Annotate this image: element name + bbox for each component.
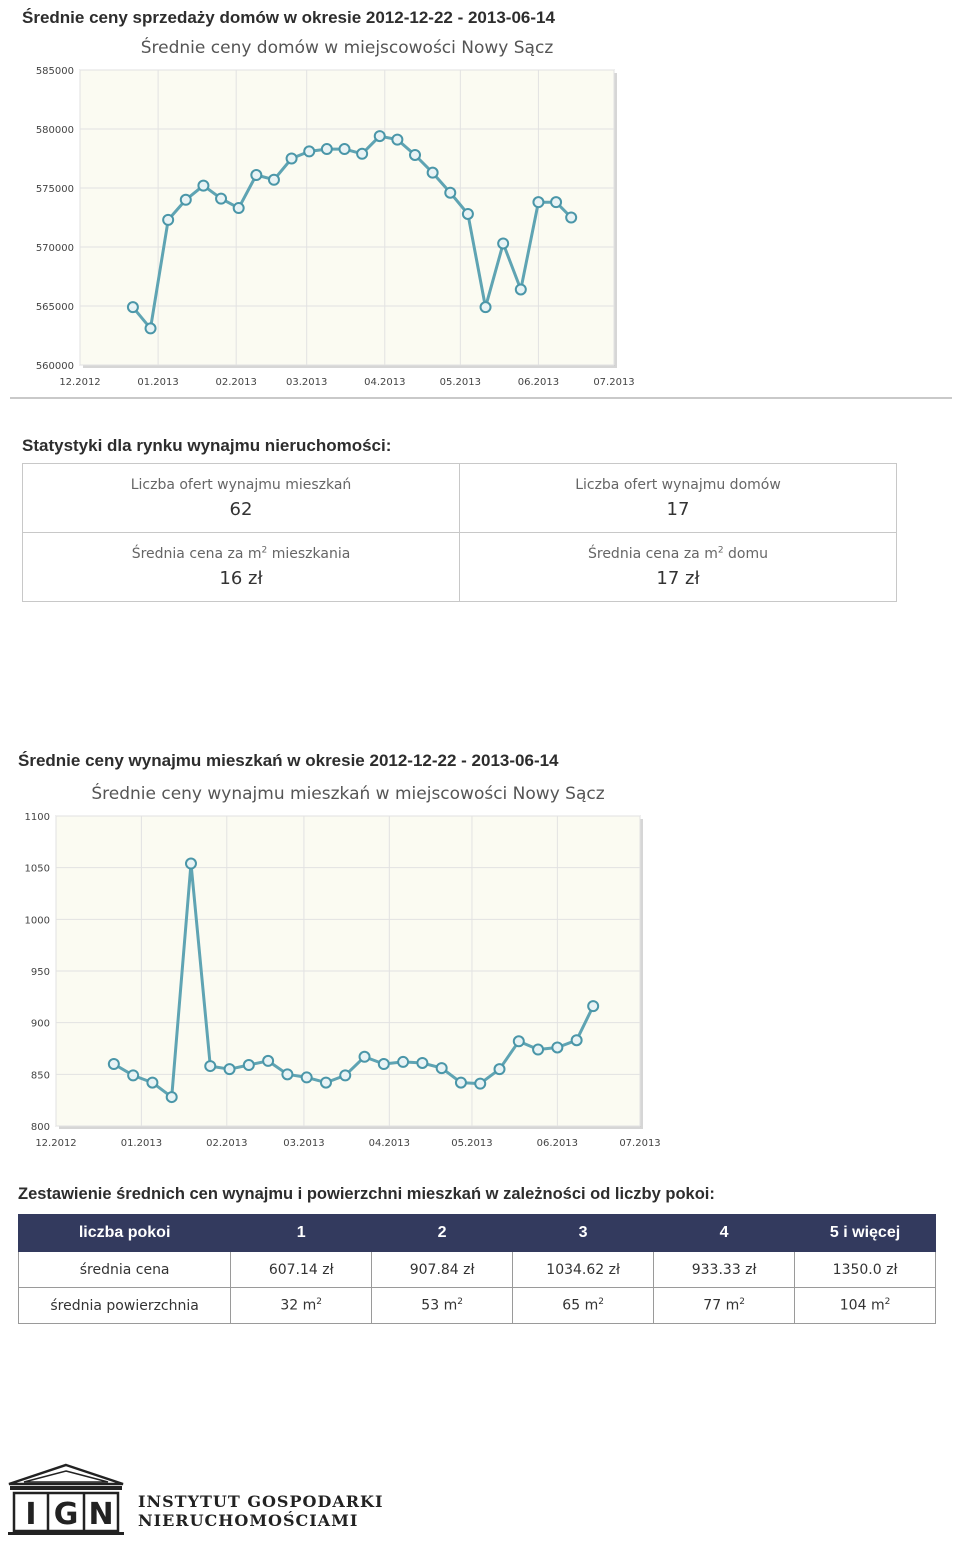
header-cell: 3	[513, 1215, 654, 1252]
logo-text	[138, 1492, 383, 1530]
sales-data-point	[481, 302, 491, 312]
sales-data-point	[463, 209, 473, 219]
sales-data-point	[339, 144, 349, 154]
row-label: średnia powierzchnia	[19, 1288, 231, 1324]
sales-data-point	[445, 188, 455, 198]
stat-apartment-offers	[23, 464, 460, 533]
ign-logo-emblem	[4, 1462, 128, 1536]
price-cell: 1350.0 zł	[795, 1252, 936, 1288]
sales-data-point	[198, 181, 208, 191]
header-cell: liczba pokoi	[19, 1215, 231, 1252]
rent-chart-title: Średnie ceny wynajmu mieszkań w miejscowości Nowy Sącz	[91, 784, 605, 804]
rent-data-point	[360, 1052, 370, 1062]
rent-y-tick-label: 800	[30, 1122, 50, 1133]
rent-x-tick-label: 07.2013	[619, 1138, 661, 1149]
stats-section-title: Statystyki dla rynku wynajmu nieruchomości:	[22, 436, 392, 455]
rent-data-point	[186, 859, 196, 869]
rent-y-tick-label: 1050	[24, 863, 50, 875]
stat-value: 17 zł	[656, 567, 700, 589]
sales-data-point	[516, 284, 526, 294]
sales-data-point	[216, 194, 226, 204]
rent-data-point	[282, 1069, 292, 1079]
logo-letter: I	[25, 1497, 37, 1532]
rent-data-point	[533, 1045, 543, 1055]
rent-data-point	[263, 1056, 273, 1066]
sales-x-tick-label: 03.2013	[286, 377, 328, 388]
sales-y-tick-label: 575000	[35, 184, 74, 195]
rent-x-tick-label: 06.2013	[536, 1138, 579, 1149]
stat-label: Średnia cena za $m^2$ domu	[587, 545, 768, 562]
sales-y-tick-label: 570000	[35, 243, 74, 254]
sales-y-tick-label: 585000	[35, 66, 74, 77]
logo-line-1: INSTYTUT GOSPODARKI	[138, 1492, 384, 1511]
area-cell: 104 $m^2$	[795, 1288, 936, 1324]
sales-y-tick-label: 560000	[35, 361, 74, 372]
sales-x-tick-label: 06.2013	[517, 377, 560, 388]
rooms-header-row	[19, 1215, 936, 1252]
rent-y-tick-label: 1000	[24, 915, 50, 927]
stat-label: Liczba ofert wynajmu mieszkań	[130, 476, 352, 493]
sales-data-point	[234, 203, 244, 213]
header-cell: 2	[372, 1215, 513, 1252]
rent-data-point	[572, 1035, 582, 1045]
area-cell: 32 $m^2$	[231, 1288, 372, 1324]
price-cell: 1034.62 zł	[513, 1252, 654, 1288]
sales-data-point	[322, 144, 332, 154]
rent-data-point	[475, 1079, 485, 1089]
area-cell: 77 $m^2$	[654, 1288, 795, 1324]
sales-section-title: Średnie ceny sprzedaży domów w okresie 2012-12-22 - 2013-06-14	[22, 8, 555, 27]
sales-data-point	[128, 302, 138, 312]
rent-data-point	[340, 1070, 350, 1080]
rent-data-point	[588, 1001, 598, 1011]
area-cell: 65 $m^2$	[513, 1288, 654, 1324]
rent-x-tick-label: 12.2012	[35, 1138, 77, 1149]
stat-label: Średnia cena za $m^2$ mieszkania	[131, 545, 351, 562]
sales-data-point	[428, 168, 438, 178]
table-row	[19, 1288, 936, 1324]
stat-apartment-price-per-m2	[23, 533, 460, 602]
rent-data-point	[225, 1064, 235, 1074]
rent-x-tick-label: 02.2013	[206, 1138, 248, 1149]
rooms-table	[18, 1214, 936, 1324]
rent-x-tick-label: 04.2013	[368, 1138, 411, 1149]
stat-label: Liczba ofert wynajmu domów	[575, 476, 781, 493]
rent-data-point	[244, 1060, 254, 1070]
sales-chart-title: Średnie ceny domów w miejscowości Nowy Sącz	[140, 38, 554, 58]
sales-x-tick-label: 01.2013	[137, 377, 179, 388]
rent-x-tick-label: 05.2013	[451, 1138, 493, 1149]
sales-x-tick-label: 07.2013	[593, 377, 635, 388]
sales-data-point	[287, 154, 297, 164]
stat-value: 16 zł	[219, 567, 263, 589]
rent-data-point	[302, 1072, 312, 1082]
sales-data-point	[410, 150, 420, 160]
sales-data-point	[163, 215, 173, 225]
sales-data-point	[181, 195, 191, 205]
rent-data-point	[128, 1070, 138, 1080]
rent-data-point	[437, 1063, 447, 1073]
area-cell: 53 $m^2$	[372, 1288, 513, 1324]
logo-letter: N	[88, 1497, 114, 1532]
rent-data-point	[205, 1061, 215, 1071]
sales-line-chart	[0, 60, 660, 400]
sales-data-point	[566, 213, 576, 223]
stat-value: 17	[666, 498, 690, 520]
rent-y-tick-label: 900	[30, 1018, 50, 1030]
row-label: średnia cena	[19, 1252, 231, 1288]
stat-value: 62	[229, 498, 253, 520]
stat-house-offers	[460, 464, 897, 533]
rent-y-tick-label: 950	[30, 967, 50, 978]
table-row	[19, 1252, 936, 1288]
sales-data-point	[269, 175, 279, 185]
sales-data-point	[498, 238, 508, 248]
sales-data-point	[357, 149, 367, 159]
sales-data-point	[392, 135, 402, 145]
rent-data-point	[495, 1064, 505, 1074]
rent-section-title: Średnie ceny wynajmu mieszkań w okresie 2012-12-22 - 2013-06-14	[18, 751, 559, 770]
rent-data-point	[321, 1078, 331, 1088]
sales-x-tick-label: 05.2013	[439, 377, 482, 388]
rent-data-point	[398, 1057, 408, 1067]
logo-letter: G	[53, 1497, 79, 1532]
rent-data-point	[379, 1059, 389, 1069]
stat-house-price-per-m2	[460, 533, 897, 602]
rent-data-point	[552, 1042, 562, 1052]
header-cell: 4	[654, 1215, 795, 1252]
sales-x-tick-label: 02.2013	[215, 377, 257, 388]
rent-data-point	[514, 1036, 524, 1046]
rent-x-tick-label: 03.2013	[283, 1138, 325, 1149]
rent-data-point	[417, 1058, 427, 1068]
sales-data-point	[146, 323, 156, 333]
header-cell: 5 i więcej	[795, 1215, 936, 1252]
sales-data-point	[304, 146, 314, 156]
sales-y-tick-label: 580000	[35, 125, 74, 136]
rent-y-tick-label: 1100	[24, 812, 50, 823]
price-cell: 907.84 zł	[372, 1252, 513, 1288]
rent-line-chart	[0, 806, 680, 1162]
rental-stats-table	[22, 463, 897, 602]
sales-data-point	[375, 131, 385, 141]
price-cell: 933.33 zł	[654, 1252, 795, 1288]
sales-data-point	[251, 170, 261, 180]
rent-data-point	[147, 1078, 157, 1088]
rent-data-point	[456, 1078, 466, 1088]
section-divider	[10, 397, 952, 399]
rent-data-point	[109, 1059, 119, 1069]
rent-y-tick-label: 850	[30, 1070, 50, 1082]
sales-x-tick-label: 12.2012	[59, 377, 101, 388]
header-cell: 1	[231, 1215, 372, 1252]
rent-x-tick-label: 01.2013	[120, 1138, 163, 1149]
rent-data-point	[167, 1092, 177, 1102]
sales-x-tick-label: 04.2013	[364, 377, 406, 388]
sales-data-point	[551, 197, 561, 207]
sales-data-point	[533, 197, 543, 207]
price-cell: 607.14 zł	[231, 1252, 372, 1288]
sales-y-tick-label: 565000	[35, 302, 74, 313]
rooms-section-title: Zestawienie średnich cen wynajmu i powierzchni mieszkań w zależności od liczby pokoi:	[18, 1185, 715, 1203]
logo-line-2: NIERUCHOMOŚCIAMI	[138, 1511, 359, 1530]
